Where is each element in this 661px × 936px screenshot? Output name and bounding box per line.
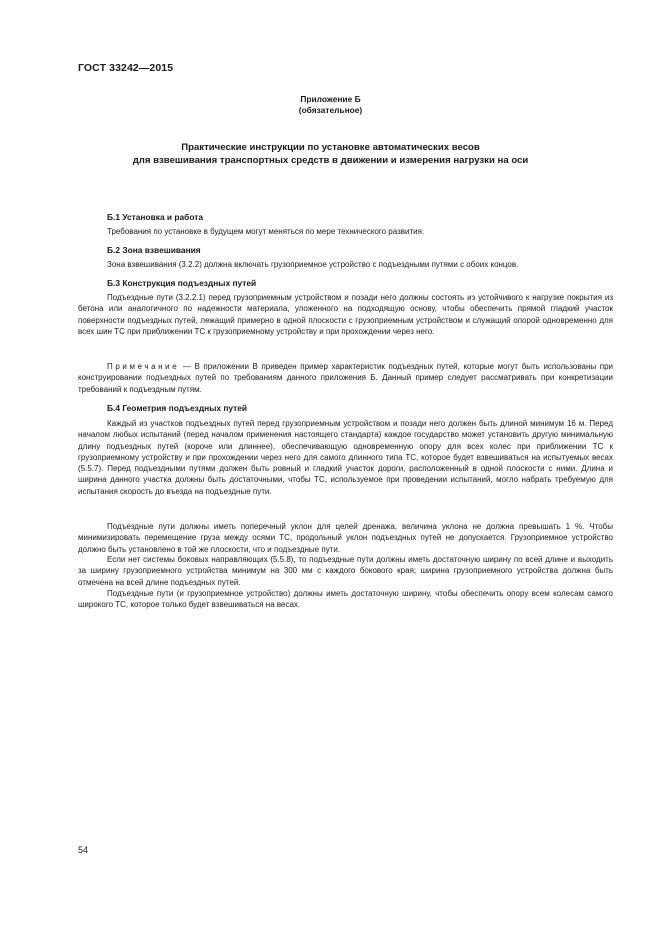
- document-code: ГОСТ 33242—2015: [78, 62, 174, 74]
- section-b4-paragraph-2: Подъездные пути должны иметь поперечный уклон для целей дренажа, величина уклона не должна превышать 1 %. Чтобы минимизировать перемещение груза между осями ТС, продольный уклон подъездных путей не допускается. Грузоприемное устройство должно быть установлено в той же плоскости, что и подъездные пути.: [78, 522, 613, 554]
- note-text: — В приложении В приведен пример характеристик подъездных путей, которые могут быть использованы при конструировании подъездных путей по требованиям данного приложения Б. Данный пример следует рассматривать при конкретизации требований к подъездным путям.: [78, 362, 613, 394]
- section-b3-note: [78, 361, 613, 395]
- section-heading-b1: Б.1 Установка и работа: [107, 212, 204, 222]
- appendix-heading-line-1: Практические инструкции по установке автоматических весов: [181, 142, 480, 153]
- section-b4-paragraph-4: Подъездные пути (и грузоприемное устройство) должны иметь достаточную ширину, чтобы обеспечить опору всем колесам самого широкого ТС, которое только будет взвешиваться на весах.: [78, 589, 613, 610]
- section-heading-b3: Б.3 Конструкция подъездных путей: [107, 278, 257, 288]
- section-heading-b4: Б.4 Геометрия подъездных путей: [107, 403, 248, 413]
- section-b3-text: Подъездные пути (3.2.2.1) перед грузоприемным устройством и позади него должны состоять из устойчивого к нагрузке покрытия из бетона или аналогичного по надежности материала, уложенного на подходящую основу, чтобы обеспечить прямой гладкий участок поверхности подъездных путей, лежащий примерно в одной плоскости с грузоприемным устройством и служащий опорой одновременно для всех шин ТС при приближении ТС к грузоприемному устройству и при прохождении через него.: [78, 293, 613, 336]
- section-b4-paragraph-3: Если нет системы боковых направляющих (5.5.8), то подъездные пути должны иметь достаточную ширину по всей длине и выходить за ширину грузоприемного устройства минимум на 300 мм с каждого бокового края; ширина грузоприемного устройства должна быть отмечена на всей длине подъездных путей.: [78, 555, 613, 587]
- note-label: Примечание: [107, 362, 180, 371]
- appendix-heading-line-2: для взвешивания транспортных средств в движении и измерения нагрузки на оси: [132, 155, 529, 166]
- appendix-status: (обязательное): [298, 105, 363, 115]
- section-b2-text: Зона взвешивания (3.2.2) должна включать грузоприемное устройство с подъездными путями с обоих концов.: [107, 260, 519, 269]
- section-b4-paragraph-1: Каждый из участков подъездных путей перед грузоприемным устройством и позади него должен быть длиной минимум 16 м. Перед началом любых испытаний (перед началом применения настоящего стандарта) каждое государство может установить другую минимальную длину подъездных путей (короче или длиннее), обеспечивающую одновременную опору для всех колес при приближении ТС к грузоприемному устройству и при прохождении через него для самого длинного типа ТС, которое будет взвешиваться на испытуемых весах (5.5.7). Перед подъездными путями должен быть ровный и гладкий участок дороги, расположенный в одной плоскости с ними. Длина и ширина данного участка должны быть достаточными, чтобы ТС, используемое при проведении испытаний, могло набрать требуемую для испытания скорость до въезда на подъездные пути.: [78, 419, 613, 496]
- section-heading-b2: Б.2 Зона взвешивания: [107, 245, 201, 255]
- appendix-title: Приложение Б: [300, 94, 361, 104]
- page-number: 54: [78, 845, 89, 855]
- section-b1-text: Требования по установке в будущем могут меняться по мере технического развития.: [107, 227, 425, 236]
